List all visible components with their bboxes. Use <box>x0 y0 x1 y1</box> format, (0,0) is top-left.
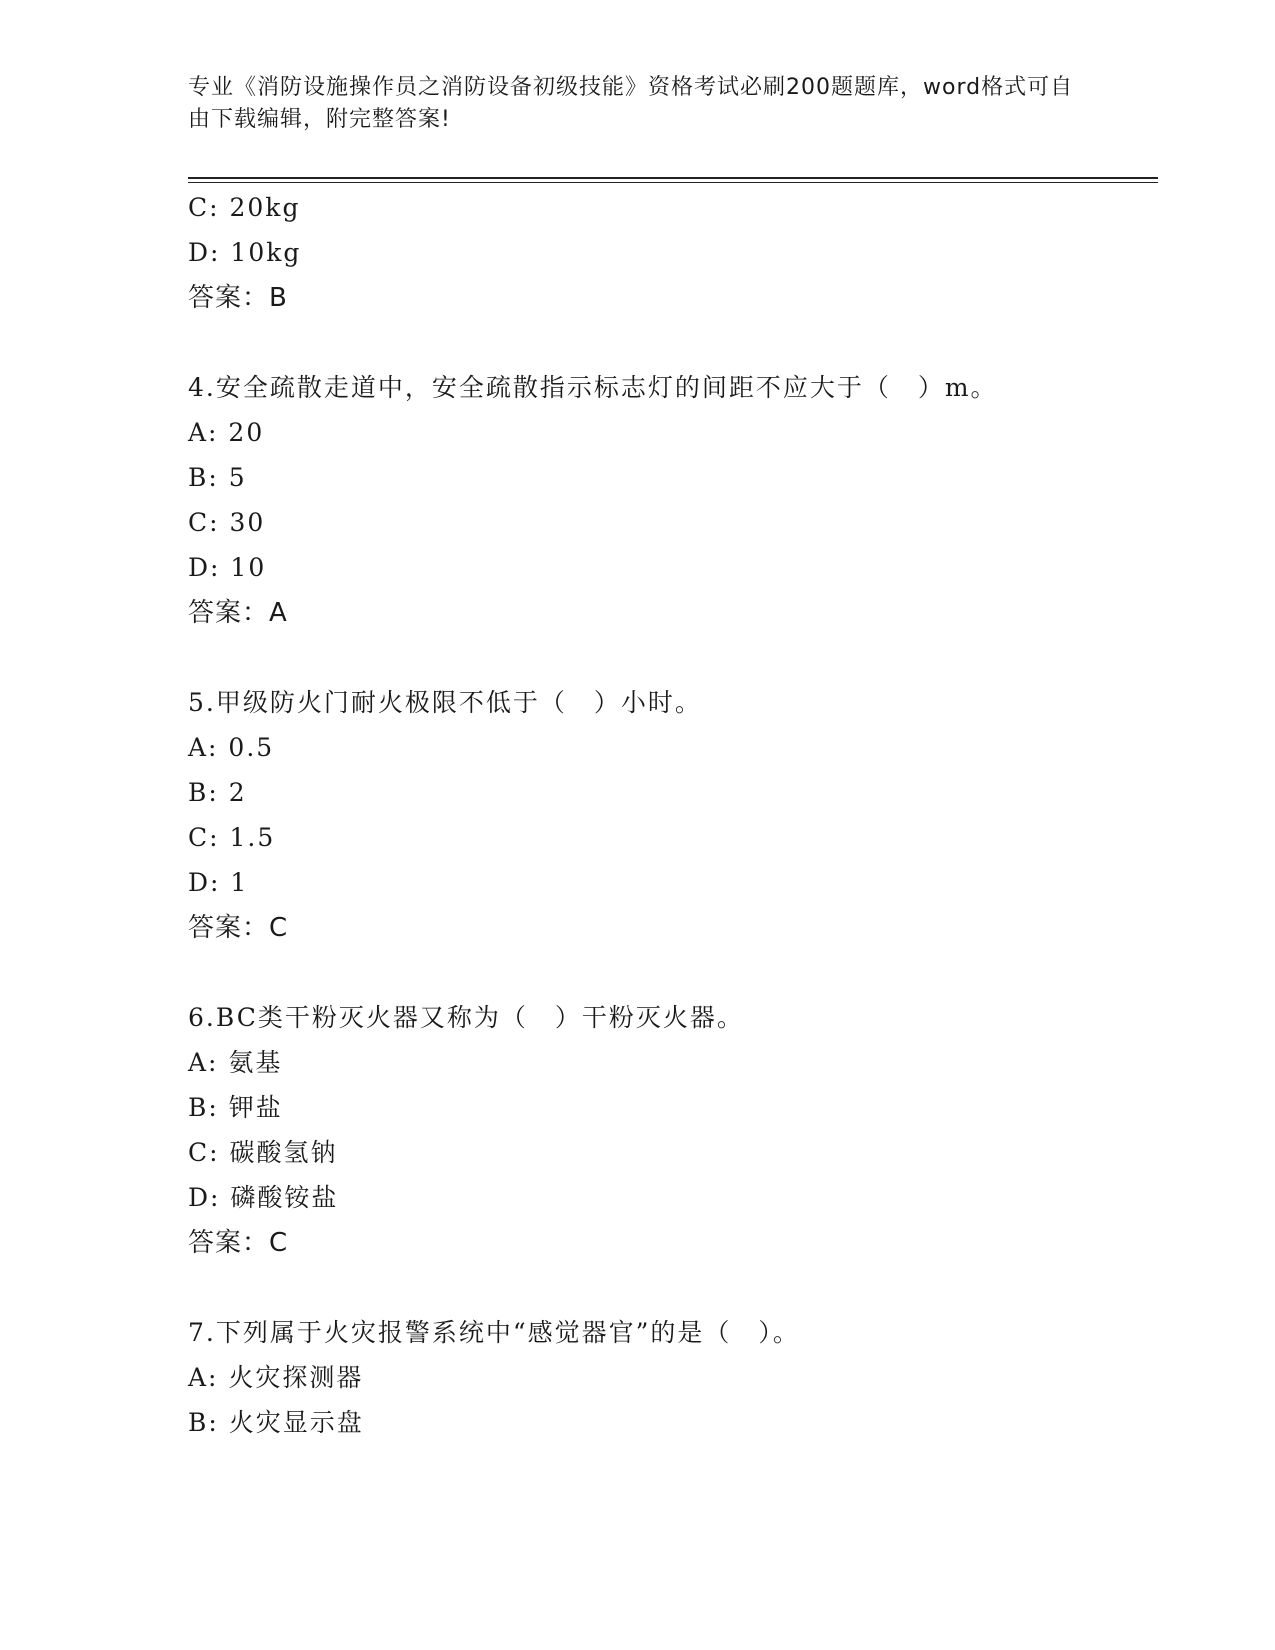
q5-option-d: D: 1 <box>188 868 249 897</box>
q5-answer: 答案：C <box>188 913 289 943</box>
header-divider-thin <box>188 182 1158 183</box>
q4-answer: 答案：A <box>188 598 288 628</box>
q6-answer: 答案：C <box>188 1228 289 1258</box>
q6-option-c: C: 碳酸氢钠 <box>188 1138 338 1167</box>
q3-answer: 答案：B <box>188 283 288 313</box>
q4-option-a: A: 20 <box>188 418 265 447</box>
q6-option-a: A: 氨基 <box>188 1048 283 1077</box>
q5-option-b: B: 2 <box>188 778 247 807</box>
q4-option-d: D: 10 <box>188 553 267 582</box>
q6-question: 6.BC类干粉灭火器又称为（ ）干粉灭火器。 <box>188 1003 744 1032</box>
q4-question: 4.安全疏散走道中，安全疏散指示标志灯的间距不应大于（ ）m。 <box>188 373 998 402</box>
q7-option-b: B: 火灾显示盘 <box>188 1408 364 1437</box>
q4-option-c: C: 30 <box>188 508 266 537</box>
q5-option-c: C: 1.5 <box>188 823 276 852</box>
q3-option-d: D: 10kg <box>188 238 302 267</box>
q7-option-a: A: 火灾探测器 <box>188 1363 364 1392</box>
q5-option-a: A: 0.5 <box>188 733 275 762</box>
q5-question: 5.甲级防火门耐火极限不低于（ ）小时。 <box>188 688 702 717</box>
document-header: 专业《消防设施操作员之消防设备初级技能》资格考试必刷200题题库，word格式可自由下载编辑，附完整答案! <box>188 75 1074 132</box>
q6-option-b: B: 钾盐 <box>188 1093 283 1122</box>
q6-option-d: D: 磷酸铵盐 <box>188 1183 339 1212</box>
q3-option-c: C: 20kg <box>188 193 301 222</box>
header-divider <box>188 177 1158 179</box>
q4-option-b: B: 5 <box>188 463 247 492</box>
q7-question: 7.下列属于火灾报警系统中“感觉器官”的是（ ）。 <box>188 1318 800 1347</box>
